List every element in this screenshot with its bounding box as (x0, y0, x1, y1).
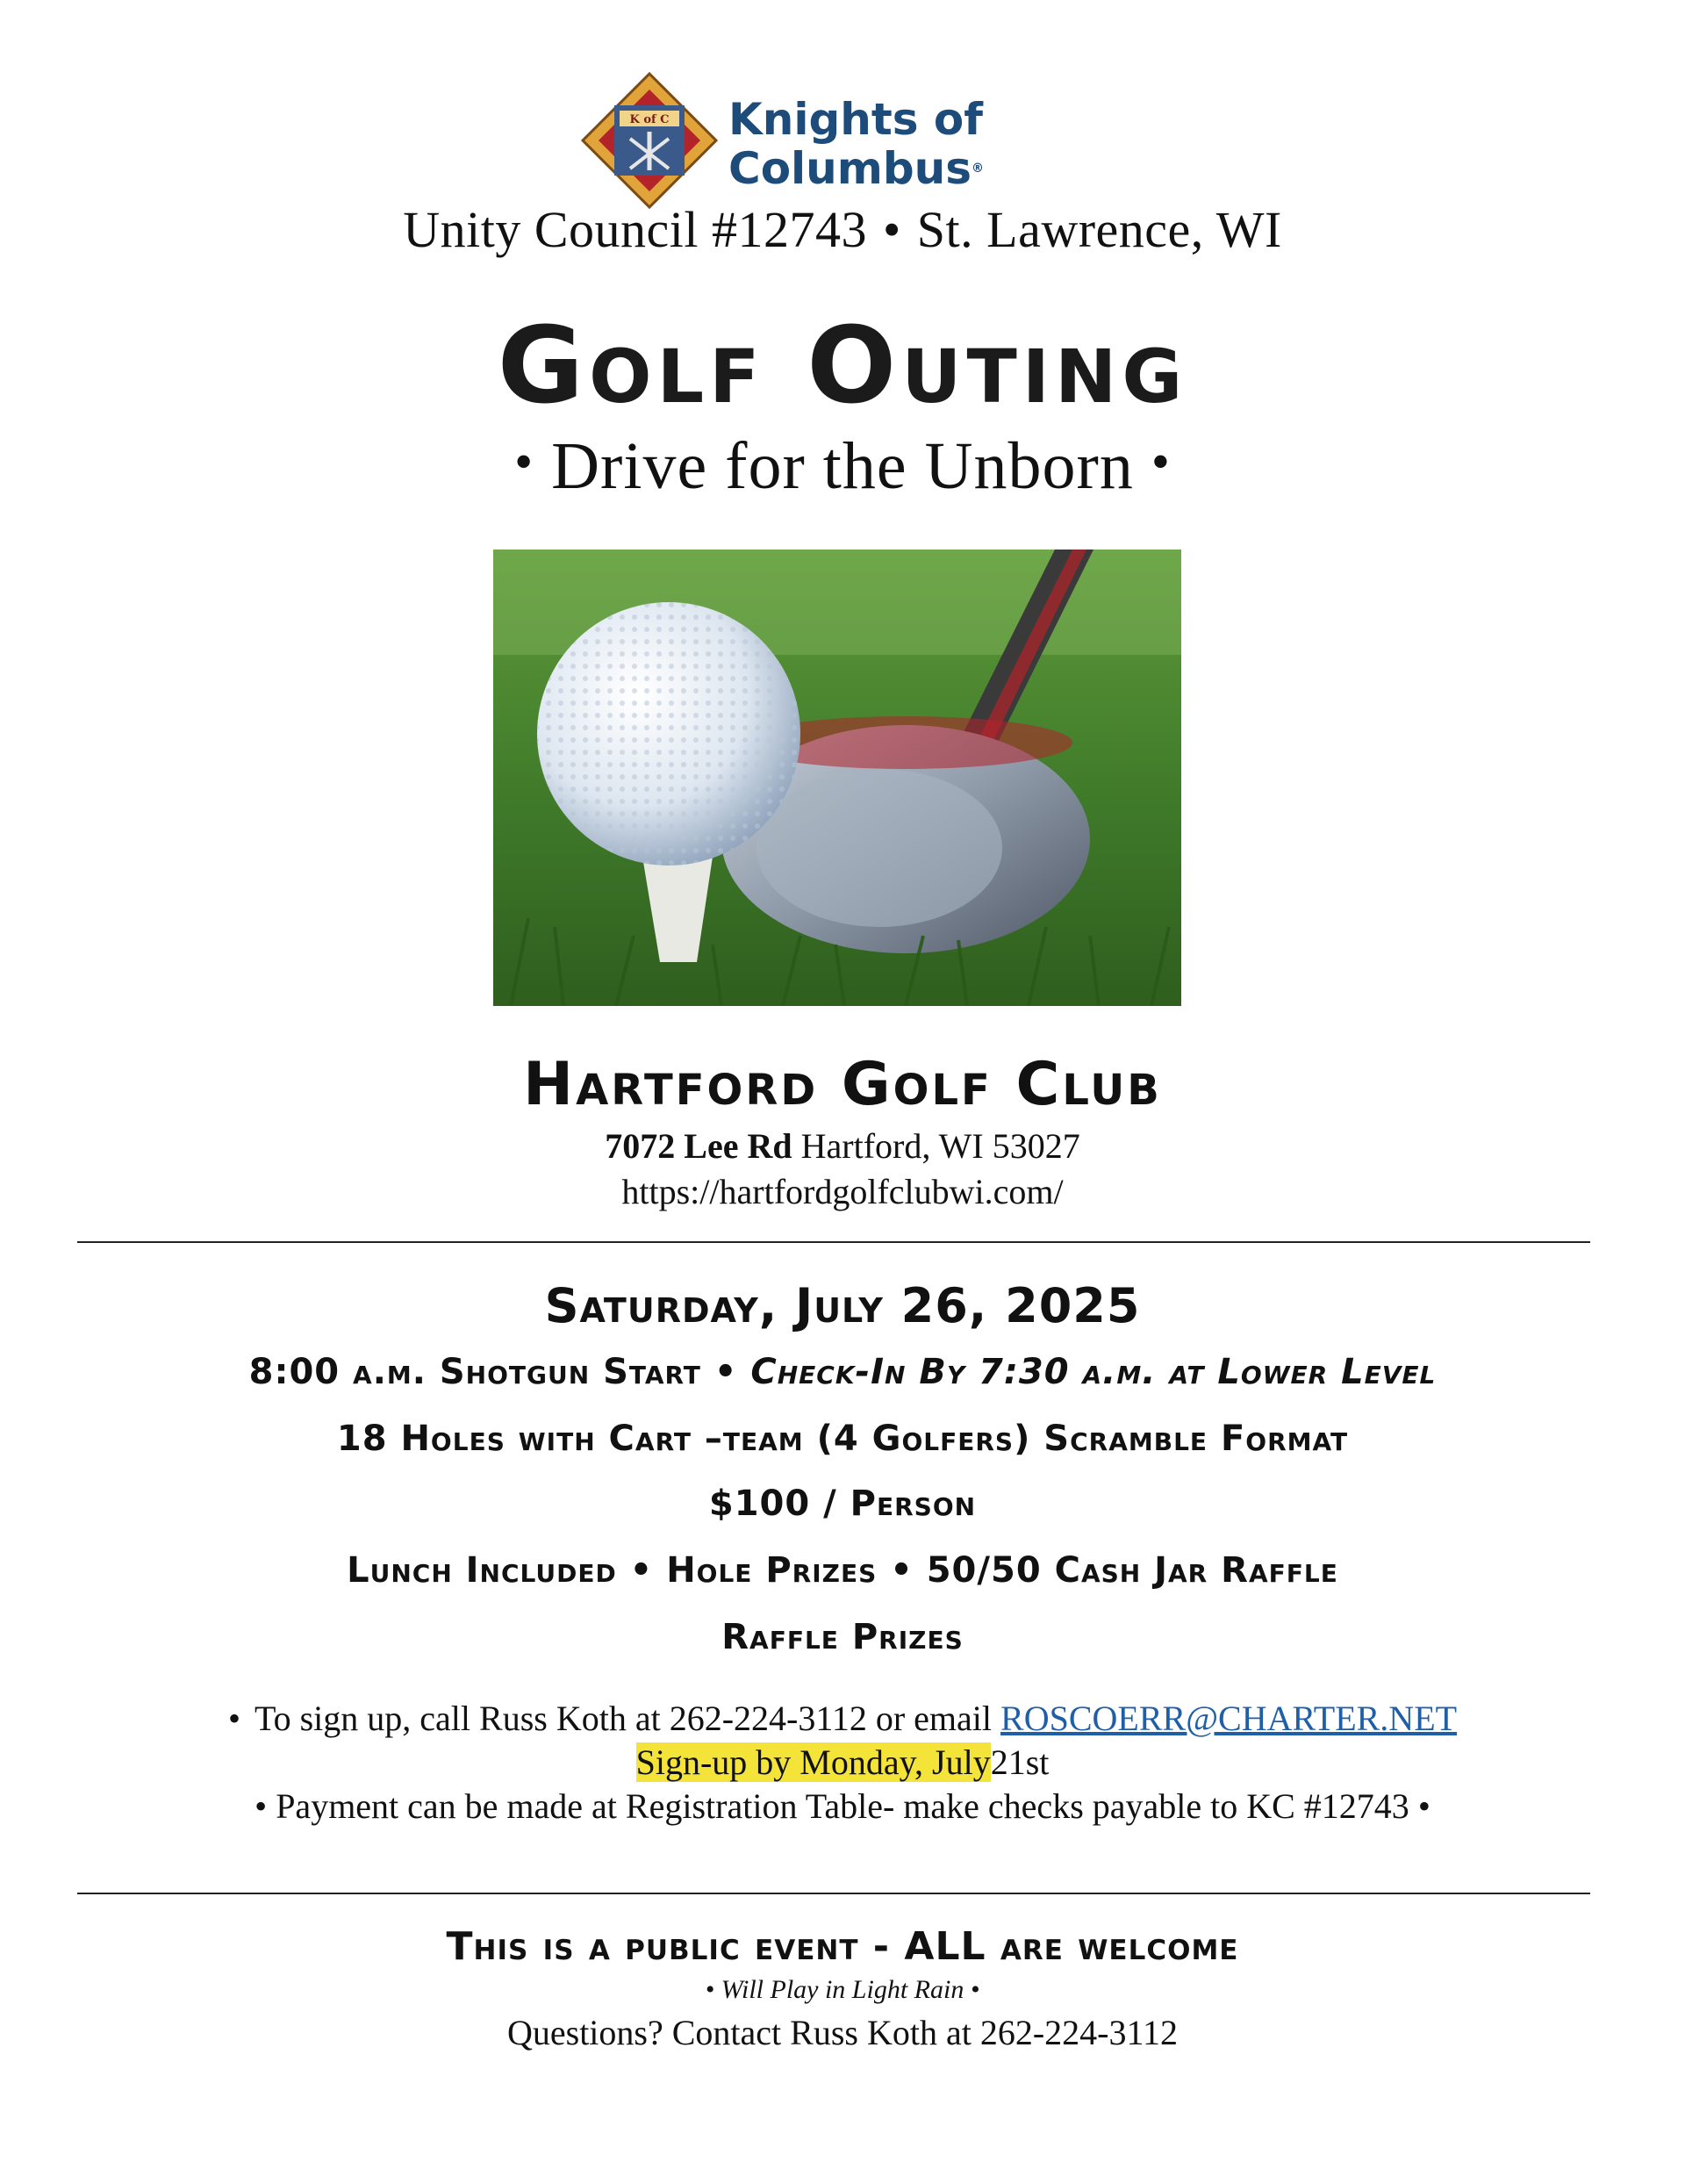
venue-name: Hartford Golf Club (523, 1050, 1162, 1119)
council-line (0, 200, 1685, 259)
payment-bullet-right: • (1417, 1786, 1430, 1826)
org-name-line1: Knights of (728, 94, 984, 145)
perks-line (0, 1550, 1685, 1591)
council-location: St. Lawrence, WI (916, 201, 1282, 258)
start-separator: • (713, 1352, 738, 1392)
subtitle-bullet-left: • (514, 433, 534, 491)
payment-text: Payment can be made at Registration Table- make checks payable to KC #12743 (276, 1786, 1409, 1826)
start-checkin-line (0, 1352, 1685, 1392)
rain-bullet-right: • (970, 1975, 980, 2004)
divider-top (77, 1241, 1590, 1243)
signup-bullet: • (227, 1699, 240, 1738)
perk-hole-prizes: Hole Prizes (666, 1550, 878, 1591)
venue-city: Hartford, WI 53027 (800, 1126, 1080, 1166)
perk-sep-2: • (890, 1550, 914, 1591)
rain-bullet-left: • (705, 1975, 715, 2004)
signup-deadline (0, 1742, 1685, 1783)
signup-email-link[interactable]: ROSCOERR@CHARTER.NET (1000, 1699, 1458, 1738)
format-line: 18 Holes with Cart –team (4 Golfers) Scramble Format (336, 1419, 1349, 1459)
shotgun-start: 8:00 a.m. Shotgun Start (248, 1352, 701, 1392)
venue-address (0, 1125, 1685, 1167)
subtitle-bullet-right: • (1151, 433, 1171, 491)
payment-bullet-left: • (255, 1786, 268, 1826)
event-date: Saturday, July 26, 2025 (544, 1278, 1141, 1333)
public-pre: This is a public event - (446, 1924, 891, 1969)
perk-lunch: Lunch Included (347, 1550, 617, 1591)
council-name: Unity Council #12743 (403, 201, 867, 258)
org-name-line2: Columbus (728, 143, 972, 194)
public-event-line (0, 1924, 1685, 1969)
perk-sep-1: • (629, 1550, 654, 1591)
emblem-letters: K of C (629, 113, 670, 126)
deadline-highlight: Sign-up by Monday, July (635, 1742, 991, 1782)
venue-street: 7072 Lee Rd (605, 1126, 792, 1166)
questions-contact: Questions? Contact Russ Koth at 262-224-3112 (506, 2013, 1178, 2052)
rain-note (0, 1975, 1685, 2005)
signup-text: To sign up, call Russ Koth at 262-224-3112 or email (254, 1699, 993, 1738)
golf-ball-driver-photo (493, 550, 1181, 1006)
registered-mark: ® (972, 162, 985, 176)
payment-line (0, 1785, 1685, 1827)
deadline-day: 21st (990, 1742, 1050, 1782)
org-name (728, 95, 984, 193)
raffle-prizes-line: Raffle Prizes (721, 1617, 964, 1657)
event-subtitle-line (0, 428, 1685, 505)
council-separator: • (882, 201, 901, 258)
checkin-time: Check-In By 7:30 a.m. at Lower Level (750, 1352, 1437, 1392)
perk-cash-raffle: 50/50 Cash Jar Raffle (926, 1550, 1338, 1591)
public-all: ALL (904, 1924, 986, 1969)
event-subtitle: Drive for the Unborn (551, 429, 1134, 503)
knights-of-columbus-emblem (579, 70, 720, 211)
public-post: are welcome (1000, 1924, 1239, 1969)
signup-line (0, 1698, 1685, 1739)
venue-url[interactable]: https://hartfordgolfclubwi.com/ (621, 1172, 1064, 1211)
price-line: $100 / Person (708, 1484, 977, 1524)
rain-text: Will Play in Light Rain (721, 1975, 964, 2004)
event-title: Golf Outing (497, 305, 1188, 427)
divider-bottom (77, 1893, 1590, 1894)
